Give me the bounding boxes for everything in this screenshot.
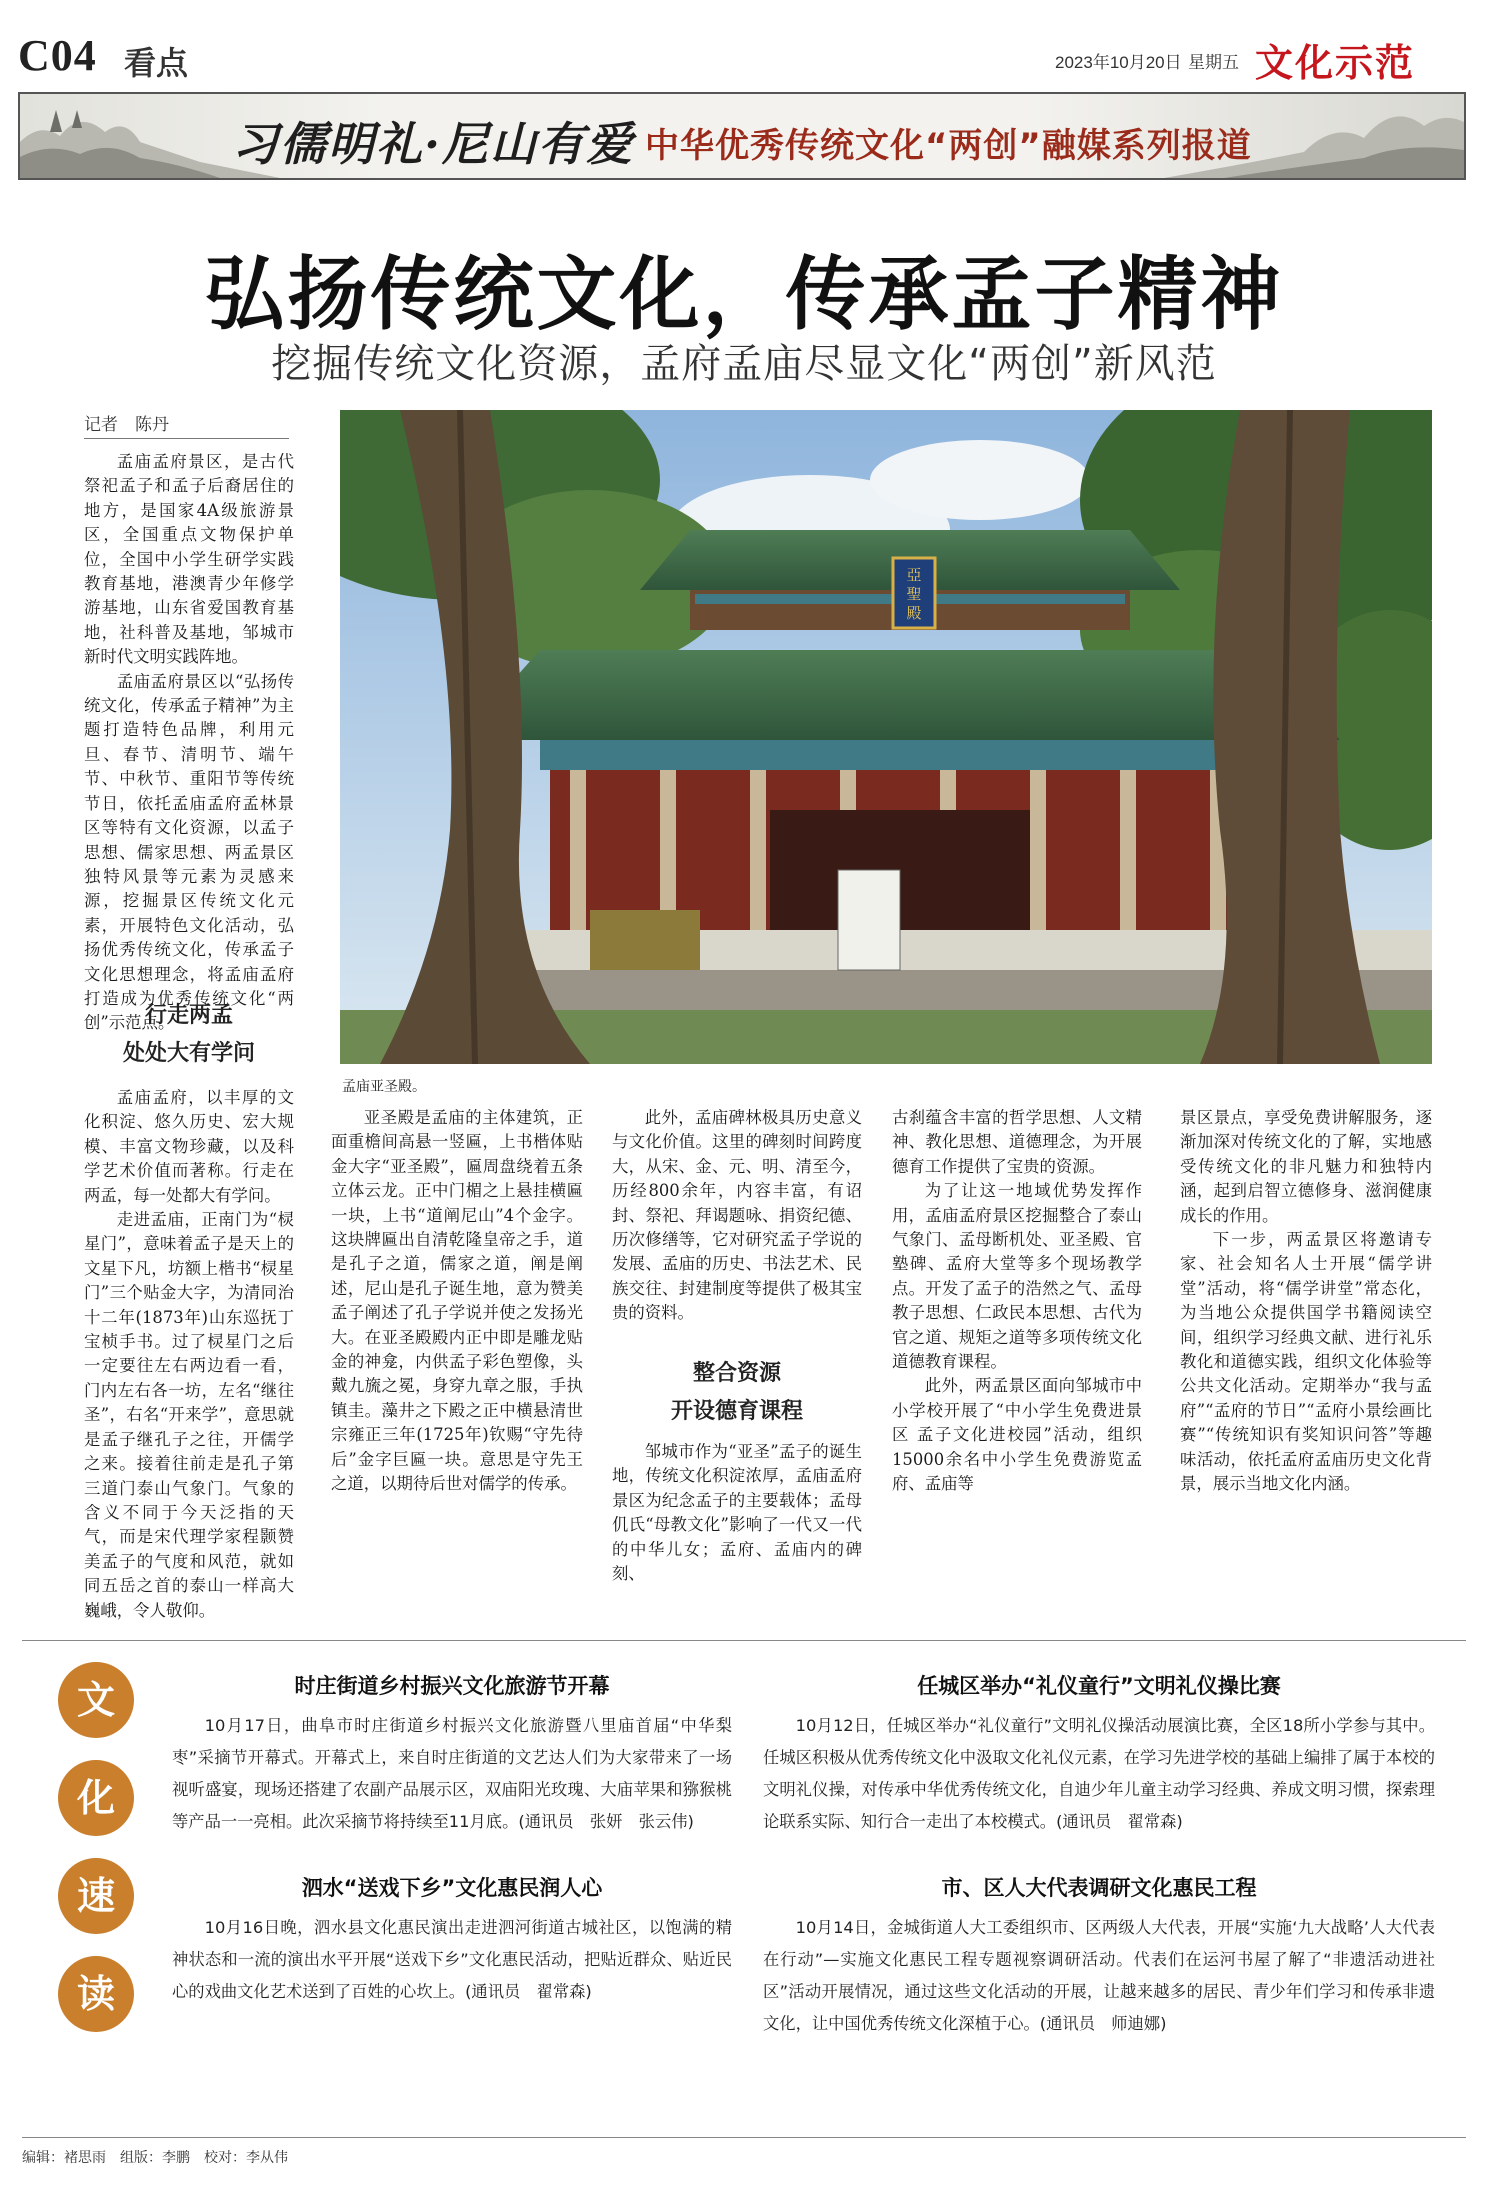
byline-rule <box>84 438 289 439</box>
news-title: 任城区举办“礼仪童行”文明礼仪操比赛 <box>917 1674 1281 1698</box>
news-title: 市、区人大代表调研文化惠民工程 <box>941 1876 1257 1900</box>
label-circle-hua: 化 <box>58 1760 134 1836</box>
banner-series-title: 中华优秀传统文化“两创”融媒系列报道 <box>645 126 1252 166</box>
paragraph: 孟庙孟府景区以“弘扬传统文化，传承孟子精神”为主题打造特色品牌，利用元旦、春节、清明节、端午节、中秋节、重阳节等传统节日，依托孟庙孟府孟林景区等特有文化资源，以孟子思想、儒家思想、两孟景区独特风景等元素为灵感来源，挖掘景区传统文化元素，开展特色文化活动，弘扬优秀传统文化，传承孟子文化思想理念，将孟庙孟府打造成为优秀传统文化“两创”示范点。 <box>84 671 294 1033</box>
sub-headline: 挖掘传统文化资源，孟府孟庙尽显文化“两创”新风范 <box>271 341 1217 387</box>
photo-caption: 孟庙亚圣殿。 <box>342 1079 426 1095</box>
paragraph: 亚圣殿是孟庙的主体建筑，正面重檐间高悬一竖匾，上书楷体贴金大字“亚圣殿”，匾周盘绕着五条立体云龙。正中门楣之上悬挂横匾一块，上书“道阐尼山”4个金字。这块牌匾出自清乾隆皇帝之手，道是孔子之道，儒家之道，阐是阐述，尼山是孔子诞生地，意为赞美孟子阐述了孔子学说并使之发扬光大。在亚圣殿殿内正中即是雕龙贴金的神龛，内供孟子彩色塑像，头戴九旒之冕，身穿九章之服，手执镇圭。藻井之下殿之正中横悬清世宗雍正三年(1725年)钦赐“守先待后”金字巨匾一块。意思是守先王之道，以期待后世对儒学的传承。 <box>331 1108 583 1494</box>
article-column-1b <box>84 1086 294 1623</box>
article-column-2 <box>331 1106 583 1497</box>
yasheng-hall-illustration <box>340 410 1432 1064</box>
banner-calligraphy: 习儒明礼·尼山有爱 <box>232 117 635 171</box>
temple-photo <box>340 410 1432 1064</box>
article-column-3b <box>612 1440 862 1586</box>
paragraph: 走进孟庙，正南门为“棂星门”，意味着孟子是天上的文星下凡，坊额上楷书“棂星门”三个贴金大字，为清同治十二年(1873年)山东巡抚丁宝桢手书。过了棂星门之后一定要往左右两边看一看，门内左右各一坊，左名“继往圣”，右名“开来学”，意思就是孟子继孔子之往，开儒学之来。接着往前走是孔子第三道门泰山气象门。气象的含义不同于今天泛指的天气，而是宋代理学家程颢赞美孟子的气度和风范，就如同五岳之首的泰山一样高大巍峨，令人敬仰。 <box>84 1210 294 1620</box>
issue-date: 2023年10月20日 <box>1055 53 1182 72</box>
paragraph: 孟庙孟府景区，是古代祭祀孟子和孟子后裔居住的地方，是国家4A级旅游景区，全国重点文物保护单位，全国中小学生研学实践教育基地，港澳青少年修学游基地，山东省爱国教育基地，社科普及基地，邹城市新时代文明实践阵地。 <box>84 452 294 667</box>
paragraph: 邹城市作为“亚圣”孟子的诞生地，传统文化积淀浓厚，孟庙孟府景区为纪念孟子的主要载体；孟母仉氏“母教文化”影响了一代又一代的中华儿女；孟府、孟庙内的碑刻、 <box>612 1442 862 1584</box>
article-column-5 <box>1180 1106 1432 1497</box>
editor-credits: 编辑：褚思雨 组版：李鹏 校对：李从伟 <box>22 2150 288 2166</box>
paragraph: 下一步，两孟景区将邀请专家、社会知名人士开展“儒学讲堂”活动，将“儒学讲堂”常态化，为当地公众提供国学书籍阅读空间，组织学习经典文献、进行礼乐教化和道德实践，组织文化体验等公共文化活动。定期举办“我与孟府”“孟府的节日”“孟府小景绘画比赛”“传统知识有奖知识问答”等趣味活动，依托孟府孟庙历史文化背景，展示当地文化内涵。 <box>1180 1230 1432 1494</box>
news-title: 泗水“送戏下乡”文化惠民润人心 <box>301 1876 603 1900</box>
section-divider <box>22 1640 1466 1641</box>
paragraph: 此外，两孟景区面向邹城市中小学校开展了“中小学生免费进景区 孟子文化进校园”活动，组织15000余名中小学生免费游览孟府、孟庙等 <box>892 1376 1142 1494</box>
brand-logo: 文化示范 <box>1255 41 1416 85</box>
footer-rule <box>22 2137 1466 2138</box>
paragraph: 为了让这一地域优势发挥作用，孟庙孟府景区挖掘整合了泰山气象门、孟母断机处、亚圣殿、官塾碑、孟府大堂等多个现场教学点。开发了孟子的浩然之气、孟母教子思想、仁政民本思想、古代为官之道、规矩之道等多项传统文化道德教育课程。 <box>892 1181 1142 1372</box>
paragraph: 此外，孟庙碑林极具历史意义与文化价值。这里的碑刻时间跨度大，从宋、金、元、明、清至今，历经800余年，内容丰富，有诏封、祭祀、拜谒题咏、捐资纪德、历次修缮等，它对研究孟子学说的发展、孟庙的历史、书法艺术、民族交往、封建制度等提供了极其宝贵的资料。 <box>612 1108 862 1323</box>
news-body: 10月14日，金城街道人大工委组织市、区两级人大代表，开展“实施‘九大战略’人大代表在行动”—实施文化惠民工程专题视察调研活动。代表们在运河书屋了解了“非遗活动进社区”活动开展情况，通过这些文化活动的开展，让越来越多的居民、青少年们学习和传承非遗文化，让中国优秀传统文化深植于心。(通讯员 师迪娜) <box>763 1918 1435 2033</box>
article-column-1 <box>84 450 294 1036</box>
news-body: 10月16日晚，泗水县文化惠民演出走进泗河街道古城社区，以饱满的精神状态和一流的演出水平开展“送戏下乡”文化惠民活动，把贴近群众、贴近民心的戏曲文化艺术送到了百姓的心坎上。(通讯员 翟常森) <box>172 1918 732 2001</box>
page-number: C04 <box>18 31 97 80</box>
issue-weekday: 星期五 <box>1188 53 1239 73</box>
article-column-3 <box>612 1106 862 1326</box>
section-heading-resources: 整合资源 开设德育课程 <box>670 1360 803 1424</box>
byline: 记者 陈丹 <box>84 415 169 435</box>
section-heading-walk: 行走两孟 处处大有学问 <box>122 1002 255 1066</box>
news-body: 10月17日，曲阜市时庄街道乡村振兴文化旅游暨八里庙首届“中华梨枣”采摘节开幕式。开幕式上，来自时庄街道的文艺达人们为大家带来了一场视听盛宴，现场还搭建了农副产品展示区，双庙阳光玫瑰、大庙苹果和猕猴桃等产品一一亮相。此次采摘节将持续至11月底。(通讯员 张妍 张云伟) <box>172 1716 732 1831</box>
label-circle-wen: 文 <box>58 1662 134 1738</box>
news-body: 10月12日，任城区举办“礼仪童行”文明礼仪操活动展演比赛，全区18所小学参与其中。任城区积极从优秀传统文化中汲取文化礼仪元素，在学习先进学校的基础上编排了属于本校的文明礼仪操，对传承中华优秀传统文化，自迪少年儿童主动学习经典、养成文明习惯，探索理论联系实际、知行合一走出了本校模式。(通讯员 翟常森) <box>763 1716 1435 1831</box>
section-name: 看点 <box>124 44 189 82</box>
paragraph: 孟庙孟府，以丰厚的文化积淀、悠久历史、宏大规模、丰富文物珍藏，以及科学艺术价值而著称。行走在两孟，每一处都大有学问。 <box>84 1088 294 1205</box>
hall-sign-char: 殿 <box>906 604 922 622</box>
paragraph: 景区景点，享受免费讲解服务，逐渐加深对传统文化的了解，实地感受传统文化的非凡魅力和独特内涵，起到启智立德修身、滋润健康成长的作用。 <box>1180 1108 1432 1225</box>
news-title: 时庄街道乡村振兴文化旅游节开幕 <box>294 1674 610 1698</box>
article-column-4 <box>892 1106 1142 1497</box>
hall-sign-char: 亞 <box>906 566 922 584</box>
paragraph: 古刹蕴含丰富的哲学思想、人文精神、教化思想、道德理念，为开展德育工作提供了宝贵的资源。 <box>892 1108 1142 1176</box>
hall-sign-char: 聖 <box>906 585 922 603</box>
main-headline: 弘扬传统文化，传承孟子精神 <box>204 248 1284 341</box>
label-circle-su: 速 <box>58 1858 134 1934</box>
label-circle-du: 读 <box>58 1956 134 2032</box>
